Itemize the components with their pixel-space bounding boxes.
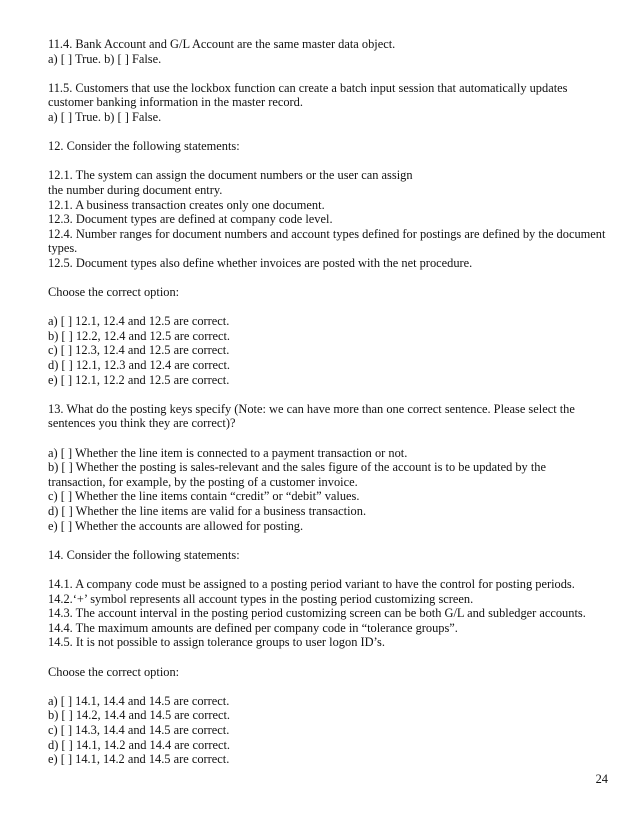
- text-line: transaction, for example, by the posting of a customer invoice.: [48, 474, 358, 489]
- text-line: e) [ ] Whether the accounts are allowed for posting.: [48, 518, 304, 533]
- blank-line: [48, 533, 614, 548]
- text-line: e) [ ] 14.1, 14.2 and 14.5 are correct.: [48, 752, 230, 767]
- text-line: sentences you think they are correct)?: [48, 416, 236, 431]
- text-line: 12. Consider the following statements:: [48, 139, 240, 154]
- text-line: 13. What do the posting keys specify (Note: we can have more than one correct sentence. Please select the: [48, 401, 575, 416]
- blank-line: [48, 679, 614, 694]
- text-line: 14.1. A company code must be assigned to a posting period variant to have the control for posting periods.: [48, 576, 575, 591]
- text-line: c) [ ] Whether the line items contain “credit” or “debit” values.: [48, 489, 360, 504]
- text-line: b) [ ] Whether the posting is sales-relevant and the sales figure of the account is to be updated by the: [48, 460, 546, 475]
- text-line: a) [ ] 14.1, 14.4 and 14.5 are correct.: [48, 693, 230, 708]
- blank-line: [48, 431, 614, 446]
- blank-line: [48, 387, 614, 402]
- text-line: d) [ ] 12.1, 12.3 and 12.4 are correct.: [48, 358, 231, 373]
- blank-line: [48, 300, 614, 315]
- page-number: 24: [595, 772, 608, 786]
- blank-line: [48, 650, 614, 665]
- text-line: 14.5. It is not possible to assign tolerance groups to user logon ID’s.: [48, 635, 385, 650]
- text-line: Choose the correct option:: [48, 664, 180, 679]
- text-line: 12.4. Number ranges for document numbers and account types defined for postings are defined by the document: [48, 226, 606, 241]
- text-line: 14.3. The account interval in the posting period customizing screen can be both G/L and subledger accounts.: [48, 606, 586, 621]
- text-line: types.: [48, 241, 78, 256]
- text-line: 12.1. A business transaction creates only one document.: [48, 197, 325, 212]
- text-line: 11.5. Customers that use the lockbox function can create a batch input session that automatically updates: [48, 80, 568, 95]
- text-line: a) [ ] True. b) [ ] False.: [48, 51, 162, 66]
- blank-line: [48, 66, 614, 81]
- text-line: b) [ ] 12.2, 12.4 and 12.5 are correct.: [48, 328, 231, 343]
- text-line: a) [ ] True. b) [ ] False.: [48, 109, 162, 124]
- text-line: a) [ ] Whether the line item is connected to a payment transaction or not.: [48, 445, 408, 460]
- text-line: 11.4. Bank Account and G/L Account are the same master data object.: [48, 37, 396, 51]
- text-line: b) [ ] 14.2, 14.4 and 14.5 are correct.: [48, 708, 231, 723]
- text-line: 14. Consider the following statements:: [48, 547, 240, 562]
- text-line: e) [ ] 12.1, 12.2 and 12.5 are correct.: [48, 372, 230, 387]
- page-content: [48, 37, 614, 767]
- text-line: d) [ ] 14.1, 14.2 and 14.4 are correct.: [48, 737, 231, 752]
- text-line: 12.3. Document types are defined at company code level.: [48, 212, 333, 227]
- text-line: c) [ ] 12.3, 12.4 and 12.5 are correct.: [48, 343, 230, 358]
- blank-line: [48, 154, 614, 169]
- text-line: customer banking information in the master record.: [48, 95, 303, 110]
- text-line: the number during document entry.: [48, 182, 223, 197]
- text-line: 14.2.‘+’ symbol represents all account types in the posting period customizing screen.: [48, 591, 474, 606]
- text-line: 12.5. Document types also define whether invoices are posted with the net procedure.: [48, 255, 473, 270]
- text-line: c) [ ] 14.3, 14.4 and 14.5 are correct.: [48, 722, 230, 737]
- blank-line: [48, 271, 614, 286]
- blank-line: [48, 562, 614, 577]
- text-line: 14.4. The maximum amounts are defined per company code in “tolerance groups”.: [48, 620, 458, 635]
- text-line: Choose the correct option:: [48, 285, 180, 300]
- text-line: a) [ ] 12.1, 12.4 and 12.5 are correct.: [48, 314, 230, 329]
- text-line: d) [ ] Whether the line items are valid for a business transaction.: [48, 504, 367, 518]
- text-line: 12.1. The system can assign the document numbers or the user can assign: [48, 168, 413, 183]
- blank-line: [48, 125, 614, 140]
